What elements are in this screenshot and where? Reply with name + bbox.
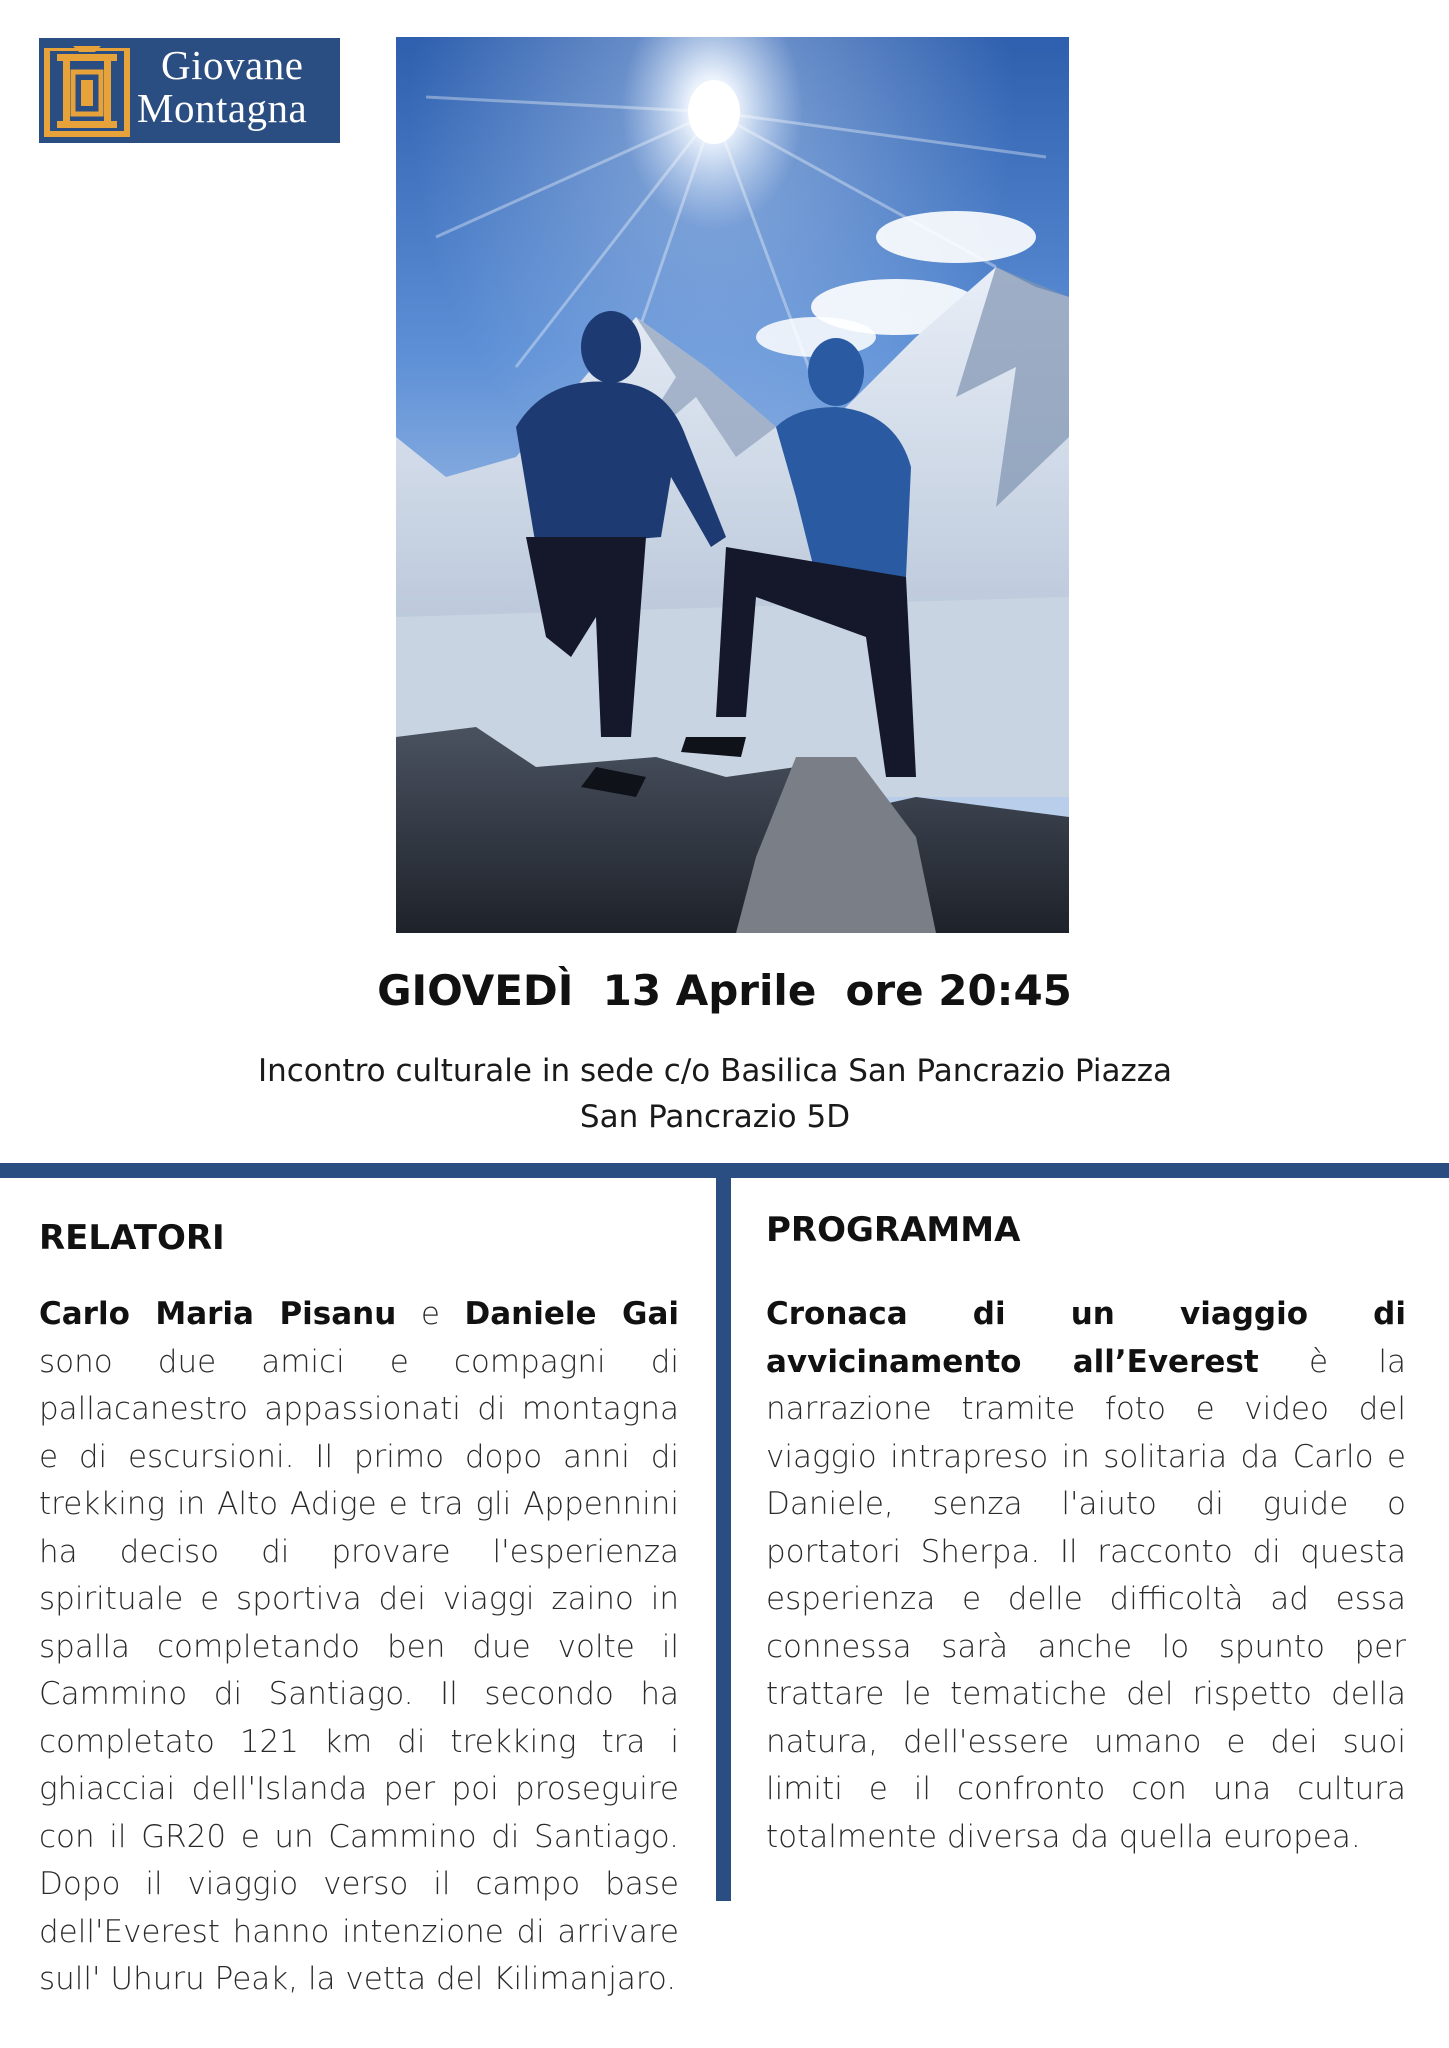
programma-body [766, 1291, 1406, 1861]
logo-line-1: Giovane [161, 42, 304, 88]
programma-heading: PROGRAMMA [766, 1210, 1021, 1250]
relatori-body [39, 1291, 679, 2004]
section-divider-vertical [716, 1178, 731, 1901]
two-hikers-everest-photo [396, 37, 1069, 933]
venue-line-2: San Pancrazio 5D [579, 1099, 851, 1135]
programma-description: è la narrazione tramite foto e video del viaggio intrapreso in solitaria da Carlo e Daniele, senza l'aiuto di guide o portatori Sherpa. Il racconto di questa esperienza e delle difficoltà ad essa connessa sarà anche lo spunto per trattare le tematiche del rispetto della natura, dell'essere umano e dei suoi limiti e il confronto con una cultura totalmente diversa da quella europea. [766, 1343, 1406, 1855]
relatori-heading: RELATORI [39, 1218, 225, 1258]
event-date-time: GIOVEDÌ 13 Aprile ore 20:45 [377, 966, 1072, 1015]
section-divider-horizontal [0, 1163, 1449, 1178]
giovane-montagna-logo [39, 38, 340, 143]
speaker-conjunction: e [396, 1296, 465, 1332]
logo-line-2: Montagna [137, 85, 308, 131]
logo-wordmark [137, 44, 337, 130]
relatori-description: sono due amici e compagni di pallacanestro appassionati di montagna e di escursioni. Il primo dopo anni di trekking in Alto Adige e tra gli Appennini ha deciso di provare l'esperienza spirituale e sportiva dei viaggi zaino in spalla completando ben due volte il Cammino di Santiago. Il secondo ha completato 121 km di trekking tra i ghiacciai dell'Islanda per poi proseguire con il GR20 e un Cammino di Santiago. Dopo il viaggio verso il campo base dell'Everest hanno intenzione di arrivare sull' Uhuru Peak, la vetta del Kilimanjaro. [39, 1343, 679, 1997]
speaker-name-1: Carlo Maria Pisanu [39, 1296, 397, 1332]
ice-axe-column-emblem-icon [43, 42, 131, 139]
programma-title: Cronaca di un viaggio di avvicinamento all’Everest [766, 1296, 1406, 1380]
venue-line-1: Incontro culturale in sede c/o Basilica San Pancrazio Piazza [257, 1053, 1173, 1089]
event-venue [230, 1048, 1200, 1140]
speaker-name-2: Daniele Gai [464, 1296, 680, 1332]
